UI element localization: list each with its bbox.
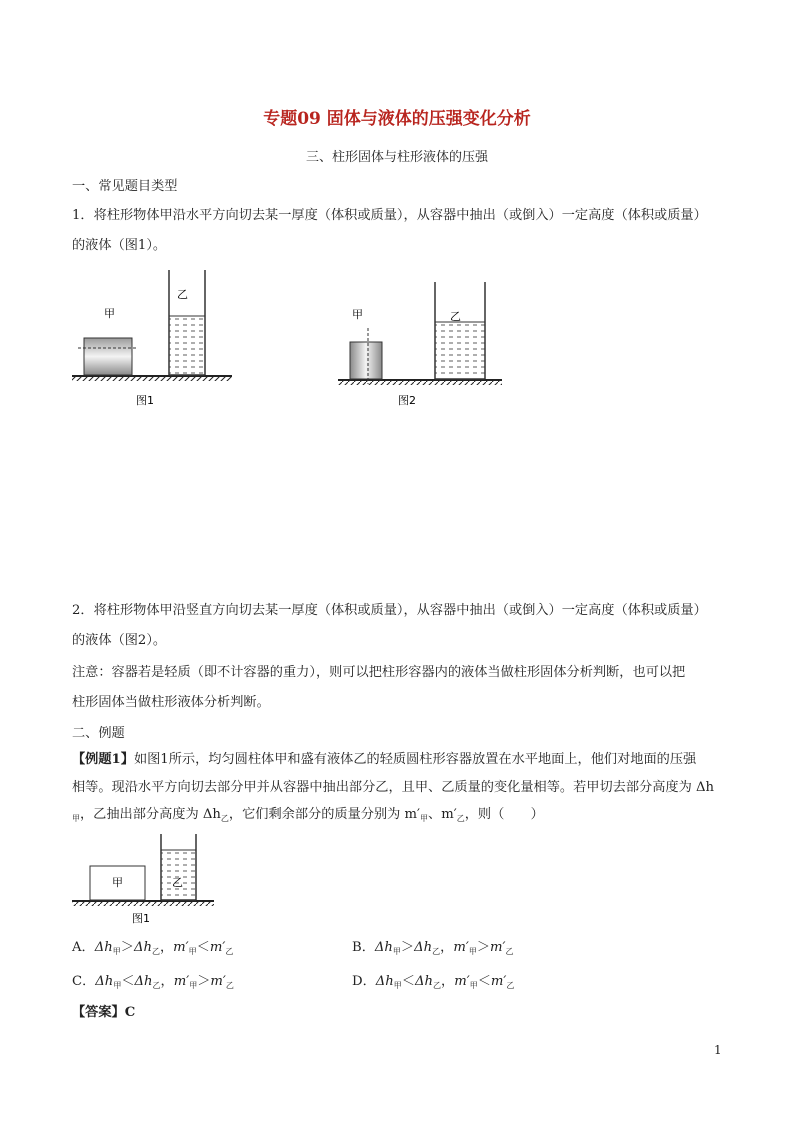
option-c-s4: 乙: [225, 981, 234, 990]
option-a-s1: 甲: [112, 947, 121, 956]
sub-yi-2: 乙: [456, 814, 465, 823]
item1-line1: 1．将柱形物体甲沿水平方向切去某一厚度（体积或质量），从容器中抽出（或倒入）一定高度（体积或质量）: [72, 208, 707, 223]
sub-yi: 乙: [220, 814, 229, 823]
example-text-3f: 、m′: [428, 807, 457, 822]
option-d-s2: 乙: [433, 981, 442, 990]
option-a-op2: ＜: [196, 940, 210, 955]
option-d-s1: 甲: [393, 981, 402, 990]
fig3-label-jia: 甲: [112, 876, 123, 889]
option-b-letter: B．: [352, 940, 375, 955]
fig2-label-jia: 甲: [352, 308, 363, 321]
option-a-s2: 乙: [151, 947, 160, 956]
fig3-label-yi: 乙: [172, 876, 183, 889]
option-c-op1: ＜: [121, 974, 135, 989]
fig2-label-yi: 乙: [450, 310, 461, 323]
item1-line2: 的液体（图1）。: [72, 238, 167, 253]
option-c-p1: Δh: [95, 974, 114, 989]
option-b-op2: ＞: [476, 940, 491, 955]
option-b-p1: Δh: [374, 940, 393, 955]
option-b[interactable]: [352, 938, 514, 962]
option-b-p3: m′: [453, 940, 469, 955]
option-b-p2: Δh: [414, 940, 433, 955]
option-c-s2: 乙: [152, 981, 161, 990]
page-subtitle: 三、柱形固体与柱形液体的压强: [305, 150, 488, 165]
option-d-p4: m′: [490, 974, 507, 989]
example-figure-1: [70, 832, 220, 932]
option-b-s2: 乙: [432, 947, 441, 956]
option-d-s3: 甲: [469, 981, 478, 990]
example-text-3h: ，则（ ）: [464, 807, 544, 822]
example-line3: [72, 805, 544, 829]
sub-jia: 甲: [72, 814, 80, 823]
example-line1: [72, 750, 696, 770]
figure-2: [336, 280, 506, 412]
option-d-sep: ，: [441, 974, 455, 989]
option-d-letter: D．: [352, 974, 376, 989]
option-b-s3: 甲: [468, 947, 477, 956]
section-heading-types: 一、常见题目类型: [72, 179, 178, 194]
fig3-caption: 图1: [132, 912, 150, 925]
option-b-s1: 甲: [392, 947, 401, 956]
fig1-label-yi: 乙: [177, 288, 188, 301]
section-heading-examples: 二、例题: [72, 726, 125, 741]
fig1-label-jia: 甲: [104, 307, 115, 320]
option-c-sep: ，: [160, 974, 174, 989]
example-text-3b: ，乙抽出部分高度为 Δh: [80, 807, 221, 822]
sub-jia-2: 甲: [420, 814, 429, 823]
option-b-p4: m′: [490, 940, 506, 955]
option-a-p1: Δh: [94, 940, 113, 955]
option-d[interactable]: [352, 972, 514, 996]
option-a-s3: 甲: [188, 947, 197, 956]
option-a-s4: 乙: [225, 947, 234, 956]
option-d-p3: m′: [454, 974, 470, 989]
note-line2: 柱形固体当做柱形液体分析判断。: [72, 695, 270, 710]
example-text-3d: ，它们剩余部分的质量分别为 m′: [228, 807, 421, 822]
option-c-p4: m′: [210, 974, 226, 989]
page-number: 1: [714, 1043, 722, 1057]
option-c-p3: m′: [173, 974, 190, 989]
option-d-p1: Δh: [375, 974, 394, 989]
option-d-op1: ＜: [401, 974, 415, 989]
item2-line1: 2．将柱形物体甲沿竖直方向切去某一厚度（体积或质量），从容器中抽出（或倒入）一定高度（体积或质量）: [72, 603, 707, 618]
fig2-caption: 图2: [398, 394, 416, 407]
option-a-p3: m′: [173, 940, 189, 955]
item2-line2: 的液体（图2）。: [72, 633, 167, 648]
option-b-op1: ＞: [400, 940, 415, 955]
option-c-p2: Δh: [134, 974, 153, 989]
option-c[interactable]: [72, 972, 234, 996]
option-b-sep: ，: [440, 940, 454, 955]
example-text-1: 如图1所示，均匀圆柱体甲和盛有液体乙的轻质圆柱形容器放置在水平地面上，他们对地面的压强: [133, 752, 697, 767]
option-c-op2: ＞: [197, 974, 211, 989]
option-a-p4: m′: [209, 940, 226, 955]
option-a-p2: Δh: [133, 940, 152, 955]
page-title: 专题09 固体与液体的压强变化分析: [263, 109, 531, 129]
option-c-s3: 甲: [189, 981, 198, 990]
example-tag: 【例题1】: [72, 752, 134, 767]
note-line1: 注意：容器若是轻质（即不计容器的重力），则可以把柱形容器内的液体当做柱形固体分析判断，也可以把: [72, 665, 686, 680]
option-d-s4: 乙: [506, 981, 515, 990]
figure-1: [70, 268, 240, 408]
option-a[interactable]: [72, 938, 233, 962]
answer: 【答案】C: [72, 1005, 136, 1020]
option-a-sep: ，: [159, 940, 174, 955]
example-line2: 相等。现沿水平方向切去部分甲并从容器中抽出部分乙，且甲、乙质量的变化量相等。若甲切去部分高度为 Δh: [72, 780, 715, 795]
option-c-s1: 甲: [113, 981, 122, 990]
option-a-letter: A．: [72, 940, 95, 955]
option-d-op2: ＜: [477, 974, 491, 989]
option-a-op1: ＞: [120, 940, 134, 955]
option-d-p2: Δh: [414, 974, 434, 989]
option-c-letter: C．: [72, 974, 96, 989]
fig1-caption: 图1: [136, 394, 154, 407]
option-b-s4: 乙: [505, 947, 514, 956]
